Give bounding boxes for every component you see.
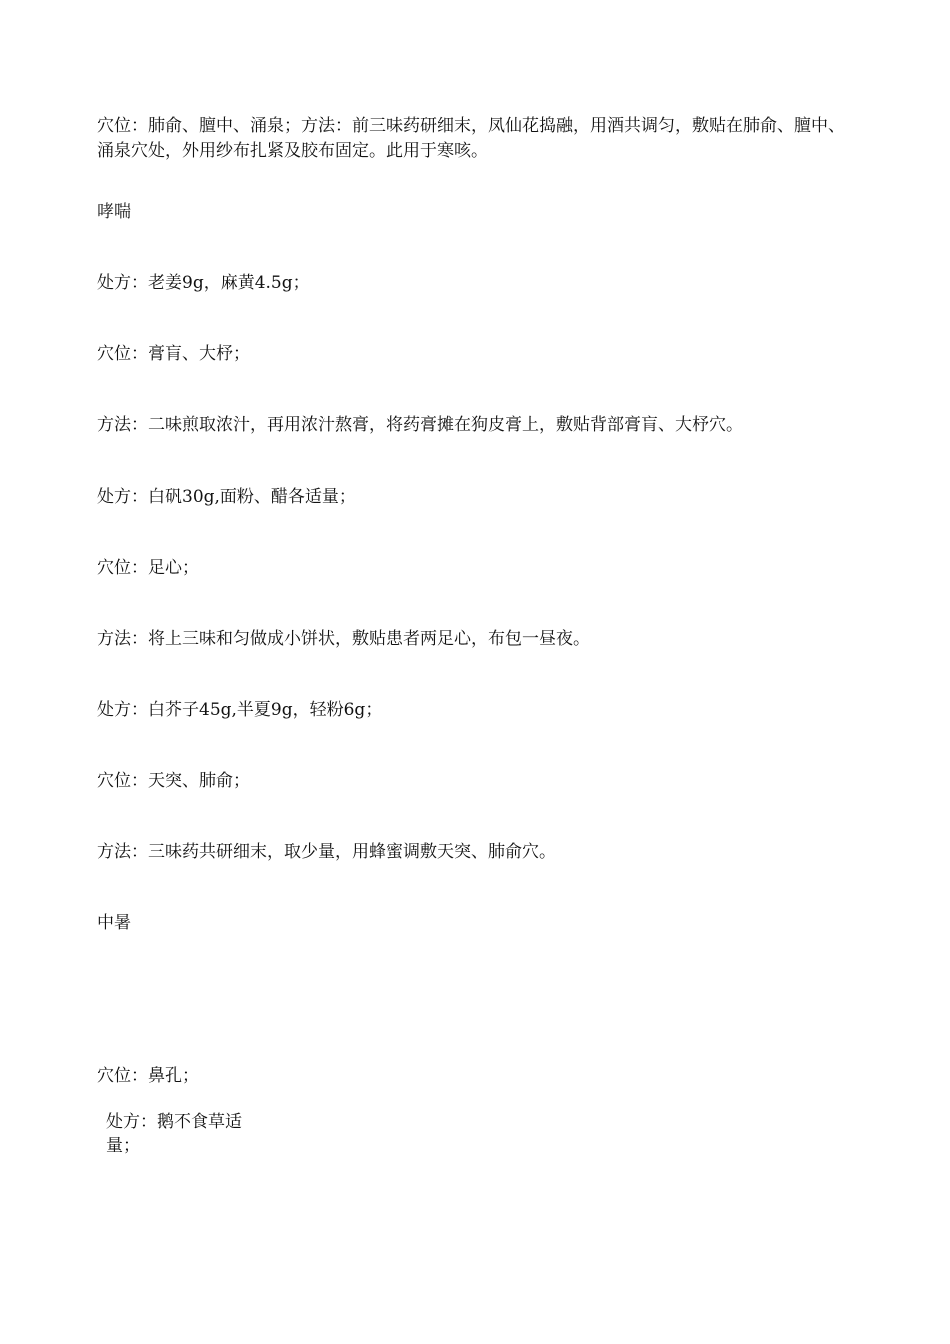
asthma-line-5: 穴位：足心； [97,558,199,578]
asthma-line-3: 方法：二味煎取浓汁，再用浓汁熬膏，将药膏摊在狗皮膏上，敷贴背部膏肓、大杼穴。 [97,415,743,435]
asthma-line-6: 方法：将上三味和匀做成小饼状，敷贴患者两足心，布包一昼夜。 [97,629,590,649]
asthma-line-9: 方法：三味药共研细末，取少量，用蜂蜜调敷天突、肺俞穴。 [97,842,556,862]
asthma-line-2: 穴位：膏肓、大杼； [97,344,250,364]
asthma-line-8: 穴位：天突、肺俞； [97,771,250,791]
section-heading-asthma: 哮喘 [97,202,131,222]
section-heading-heatstroke: 中暑 [97,913,131,933]
asthma-line-7: 处方：白芥子45g,半夏9g，轻粉6g； [97,700,383,720]
asthma-line-1: 处方：老姜9g，麻黄4.5g； [97,273,310,293]
heatstroke-point-line: 穴位：鼻孔； [97,1066,199,1086]
prescription-text-box: 处方：鹅不食草适量； [106,1112,242,1156]
asthma-line-4: 处方：白矾30g,面粉、醋各适量； [97,487,356,507]
intro-paragraph: 穴位：肺俞、膻中、涌泉；方法：前三味药研细末，凤仙花捣融，用酒共调匀，敷贴在肺俞、膻中、涌泉穴处，外用纱布扎紧及胶布固定。此用于寒咳。 [97,116,845,161]
